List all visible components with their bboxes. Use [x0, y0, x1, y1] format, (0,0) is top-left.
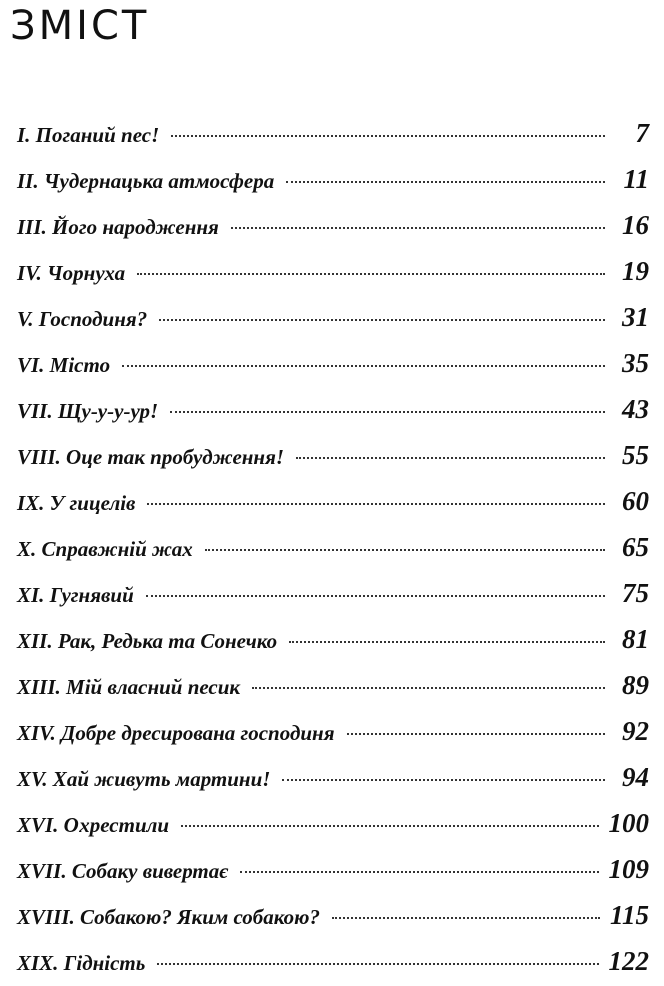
page-number: 92	[622, 716, 649, 746]
chapter-title: XI. Гугнявий	[17, 583, 134, 607]
chapter-title: XVII. Собаку вивертає	[17, 859, 228, 883]
chapter-title: XIV. Добре дресирована господиня	[17, 721, 335, 745]
toc-entry[interactable]	[17, 386, 649, 432]
dot-leader	[122, 365, 605, 367]
chapter-title: X. Справжній жах	[17, 537, 193, 561]
chapter-title: III. Його народження	[17, 215, 219, 239]
chapter-title: IX. У гицелів	[17, 491, 136, 515]
toc-entry[interactable]	[17, 156, 649, 202]
page-number: 7	[635, 118, 649, 148]
dot-leader	[159, 319, 605, 321]
chapter-title: IV. Чорнуха	[17, 261, 126, 285]
page-number: 55	[622, 440, 649, 470]
toc-entry[interactable]	[17, 938, 649, 984]
toc-entry[interactable]	[17, 754, 649, 800]
dot-leader	[289, 641, 605, 643]
chapter-title: XIII. Мій власний песик	[17, 675, 241, 699]
dot-leader	[282, 779, 605, 781]
dot-leader	[137, 273, 605, 275]
page-number: 75	[622, 578, 649, 608]
chapter-title: VII. Щу-у-у-ур!	[17, 399, 159, 423]
toc-entry[interactable]	[17, 340, 649, 386]
page-number: 31	[622, 302, 649, 332]
page-number: 11	[623, 164, 649, 194]
toc-entry[interactable]	[17, 110, 649, 156]
chapter-title: VIII. Оце так пробудження!	[17, 445, 285, 469]
dot-leader	[147, 503, 605, 505]
chapter-title: XIX. Гідність	[17, 951, 146, 975]
dot-leader	[171, 135, 605, 137]
toc-entry[interactable]	[17, 294, 649, 340]
page-number: 60	[622, 486, 649, 516]
page-number: 109	[608, 854, 649, 884]
dot-leader	[231, 227, 605, 229]
chapter-title: I. Поганий пес!	[17, 123, 160, 147]
chapter-title: VI. Місто	[17, 353, 111, 377]
page-title: ЗМІСТ	[10, 3, 150, 49]
dot-leader	[252, 687, 605, 689]
page-number: 81	[622, 624, 649, 654]
chapter-title: XII. Рак, Редька та Сонечко	[17, 629, 278, 653]
dot-leader	[332, 917, 600, 919]
toc-entry[interactable]	[17, 524, 649, 570]
page-number: 122	[608, 946, 649, 976]
chapter-title: XVIII. Собакою? Яким собакою?	[17, 905, 320, 929]
page-number: 115	[609, 900, 649, 930]
toc-entry[interactable]	[17, 478, 649, 524]
page-number: 16	[622, 210, 649, 240]
dot-leader	[146, 595, 605, 597]
chapter-title: V. Господиня?	[17, 307, 148, 331]
dot-leader	[240, 871, 599, 873]
dot-leader	[181, 825, 598, 827]
dot-leader	[296, 457, 605, 459]
chapter-title: II. Чудернацька атмосфера	[17, 169, 275, 193]
page-number: 19	[622, 256, 649, 286]
table-of-contents	[17, 110, 649, 984]
toc-entry[interactable]	[17, 432, 649, 478]
toc-entry[interactable]	[17, 708, 649, 754]
page-number: 35	[622, 348, 649, 378]
toc-entry[interactable]	[17, 616, 649, 662]
toc-entry[interactable]	[17, 662, 649, 708]
chapter-title: XVI. Охрестили	[17, 813, 170, 837]
chapter-title: XV. Хай живуть мартини!	[17, 767, 271, 791]
dot-leader	[205, 549, 605, 551]
toc-entry[interactable]	[17, 800, 649, 846]
toc-entry[interactable]	[17, 892, 649, 938]
toc-entry[interactable]	[17, 570, 649, 616]
dot-leader	[347, 733, 605, 735]
dot-leader	[286, 181, 605, 183]
page-number: 89	[622, 670, 649, 700]
page-number: 43	[622, 394, 649, 424]
dot-leader	[170, 411, 605, 413]
toc-entry[interactable]	[17, 248, 649, 294]
dot-leader	[157, 963, 598, 965]
page-number: 94	[622, 762, 649, 792]
page-number: 100	[608, 808, 649, 838]
toc-entry[interactable]	[17, 202, 649, 248]
toc-entry[interactable]	[17, 846, 649, 892]
page-number: 65	[622, 532, 649, 562]
